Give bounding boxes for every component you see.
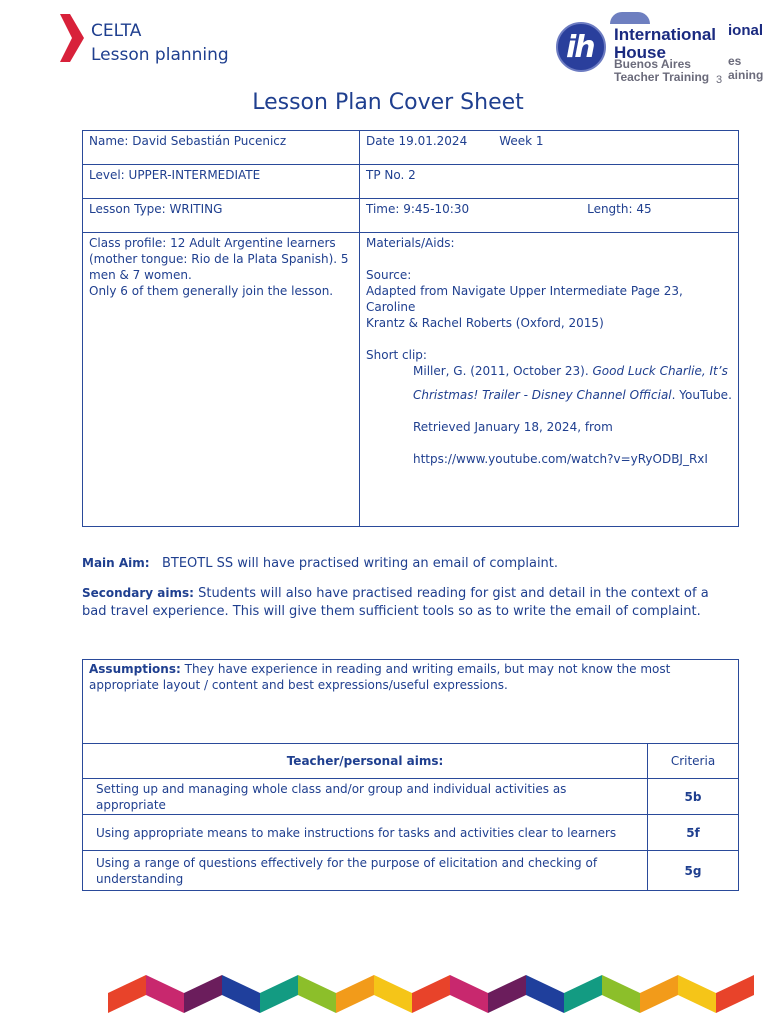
zigzag-segment: [184, 975, 222, 1013]
assumptions-table: [82, 659, 739, 891]
criteria-cell: 5g: [648, 851, 739, 891]
celta-chevron-logo: [58, 14, 84, 62]
table-row: [83, 779, 739, 815]
source-line: Krantz & Rachel Roberts (Oxford, 2015): [366, 316, 604, 330]
ih-circle-icon: ih: [556, 22, 606, 72]
teacher-aim-cell: Setting up and managing whole class and/or group and individual activities as appropriate: [83, 779, 648, 815]
zigzag-segment: [716, 975, 754, 1013]
logo-line-3: Buenos Aires: [614, 57, 691, 71]
clip-label: Short clip:: [366, 348, 427, 362]
class-profile-line: Class profile: 12 Adult Argentine learners: [89, 236, 336, 250]
week-value: Week 1: [499, 134, 544, 148]
name-cell: Name: David Sebastián Pucenicz: [83, 131, 360, 165]
date-week-cell: [360, 131, 739, 165]
main-aim-text: BTEOTL SS will have practised writing an email of complaint.: [161, 556, 559, 571]
table-row: [83, 131, 739, 165]
clip-url-link[interactable]: https://www.youtube.com/watch?v=yRyODBJ_RxI: [413, 452, 708, 466]
cover-table: [82, 130, 739, 527]
zigzag-segment: [450, 975, 488, 1013]
clip-reference-line-1: [366, 363, 732, 379]
table-row: [83, 851, 739, 891]
table-row: [83, 660, 739, 744]
logo-line-2: House: [614, 43, 666, 62]
zigzag-segment: [526, 975, 564, 1013]
decorative-zigzag-border: [40, 965, 768, 1024]
secondary-aims-label: Secondary aims:: [82, 586, 194, 600]
logo-ghost-text-1: ional: [728, 22, 764, 39]
logo-line-1: International: [614, 25, 717, 44]
table-row: [83, 199, 739, 233]
table-row: [83, 815, 739, 851]
zigzag-segment: [640, 975, 678, 1013]
class-profile-line: (mother tongue: Rio de la Plata Spanish). 5: [89, 252, 349, 266]
zigzag-segment: [412, 975, 450, 1013]
logo-ghost-shape: [610, 12, 650, 24]
assumptions-cell: [83, 660, 739, 744]
lesson-type-cell: Lesson Type: WRITING: [83, 199, 360, 233]
clip-title-a: Good Luck Charlie, It’s: [592, 364, 728, 378]
zigzag-segment: [222, 975, 260, 1013]
zigzag-segment: [602, 975, 640, 1013]
tp-cell: TP No. 2: [360, 165, 739, 199]
class-profile-line: Only 6 of them generally join the lesson.: [89, 284, 334, 298]
source-line: Adapted from Navigate Upper Intermediate Page 23, Caroline: [366, 284, 683, 314]
teacher-aim-cell: Using appropriate means to make instructions for tasks and activities clear to learners: [83, 815, 648, 851]
main-aim: [82, 554, 712, 573]
teacher-aim-cell: Using a range of questions effectively for the purpose of elicitation and checking of understanding: [83, 851, 648, 891]
zigzag-segment: [564, 975, 602, 1013]
zigzag-segment: [146, 975, 184, 1013]
teacher-aims-header: Teacher/personal aims:: [83, 744, 648, 779]
length-value: Length: 45: [587, 202, 652, 216]
logo-line-4: Teacher Training: [614, 70, 710, 84]
clip-reference-line-2: [366, 379, 732, 411]
international-house-logo: [552, 12, 768, 84]
clip-after-title: . YouTube.: [671, 388, 732, 402]
secondary-aims-text: Students will also have practised reading for gist and detail in the context of a bad travel experience. This will give them sufficient tools so as to write the email of complaint.: [82, 586, 709, 619]
criteria-header: Criteria: [648, 744, 739, 779]
clip-retrieved: Retrieved January 18, 2024, from: [413, 420, 613, 434]
clip-title-b: Christmas! Trailer - Disney Channel Official: [413, 388, 672, 402]
zigzag-segment: [678, 975, 716, 1013]
class-profile-cell: [83, 233, 360, 527]
criteria-cell: 5b: [648, 779, 739, 815]
zigzag-segment: [298, 975, 336, 1013]
level-cell: Level: UPPER-INTERMEDIATE: [83, 165, 360, 199]
criteria-cell: 5f: [648, 815, 739, 851]
source-label: Source:: [366, 268, 412, 282]
zigzag-segment: [374, 975, 412, 1013]
assumptions-text: They have experience in reading and writing emails, but may not know the most appropriate layout / content and best expressions/useful expressions.: [89, 662, 671, 692]
secondary-aims: [82, 584, 712, 621]
logo-ghost-text-2: es: [728, 54, 742, 68]
materials-cell: [360, 233, 739, 527]
brand-title: CELTA: [91, 21, 142, 41]
zigzag-segment: [336, 975, 374, 1013]
zigzag-segment: [108, 975, 146, 1013]
clip-author: Miller, G. (2011, October 23).: [413, 364, 593, 378]
celta-brand: [91, 19, 229, 67]
time-length-cell: [360, 199, 739, 233]
table-row: [83, 165, 739, 199]
class-profile-line: men & 7 women.: [89, 268, 192, 282]
zigzag-segment: [488, 975, 526, 1013]
page-title: Lesson Plan Cover Sheet: [252, 90, 524, 115]
date-value: Date 19.01.2024: [366, 134, 468, 148]
main-aim-label: Main Aim:: [82, 556, 150, 570]
logo-ghost-text-3: aining: [728, 68, 764, 82]
materials-label: Materials/Aids:: [366, 236, 455, 250]
assumptions-label: Assumptions:: [89, 662, 181, 676]
table-row: [83, 744, 739, 779]
time-value: Time: 9:45-10:30: [366, 202, 470, 216]
brand-subtitle: Lesson planning: [91, 45, 229, 65]
logo-ghost-text-4: 3: [716, 74, 723, 86]
table-row: [83, 233, 739, 527]
zigzag-segment: [260, 975, 298, 1013]
